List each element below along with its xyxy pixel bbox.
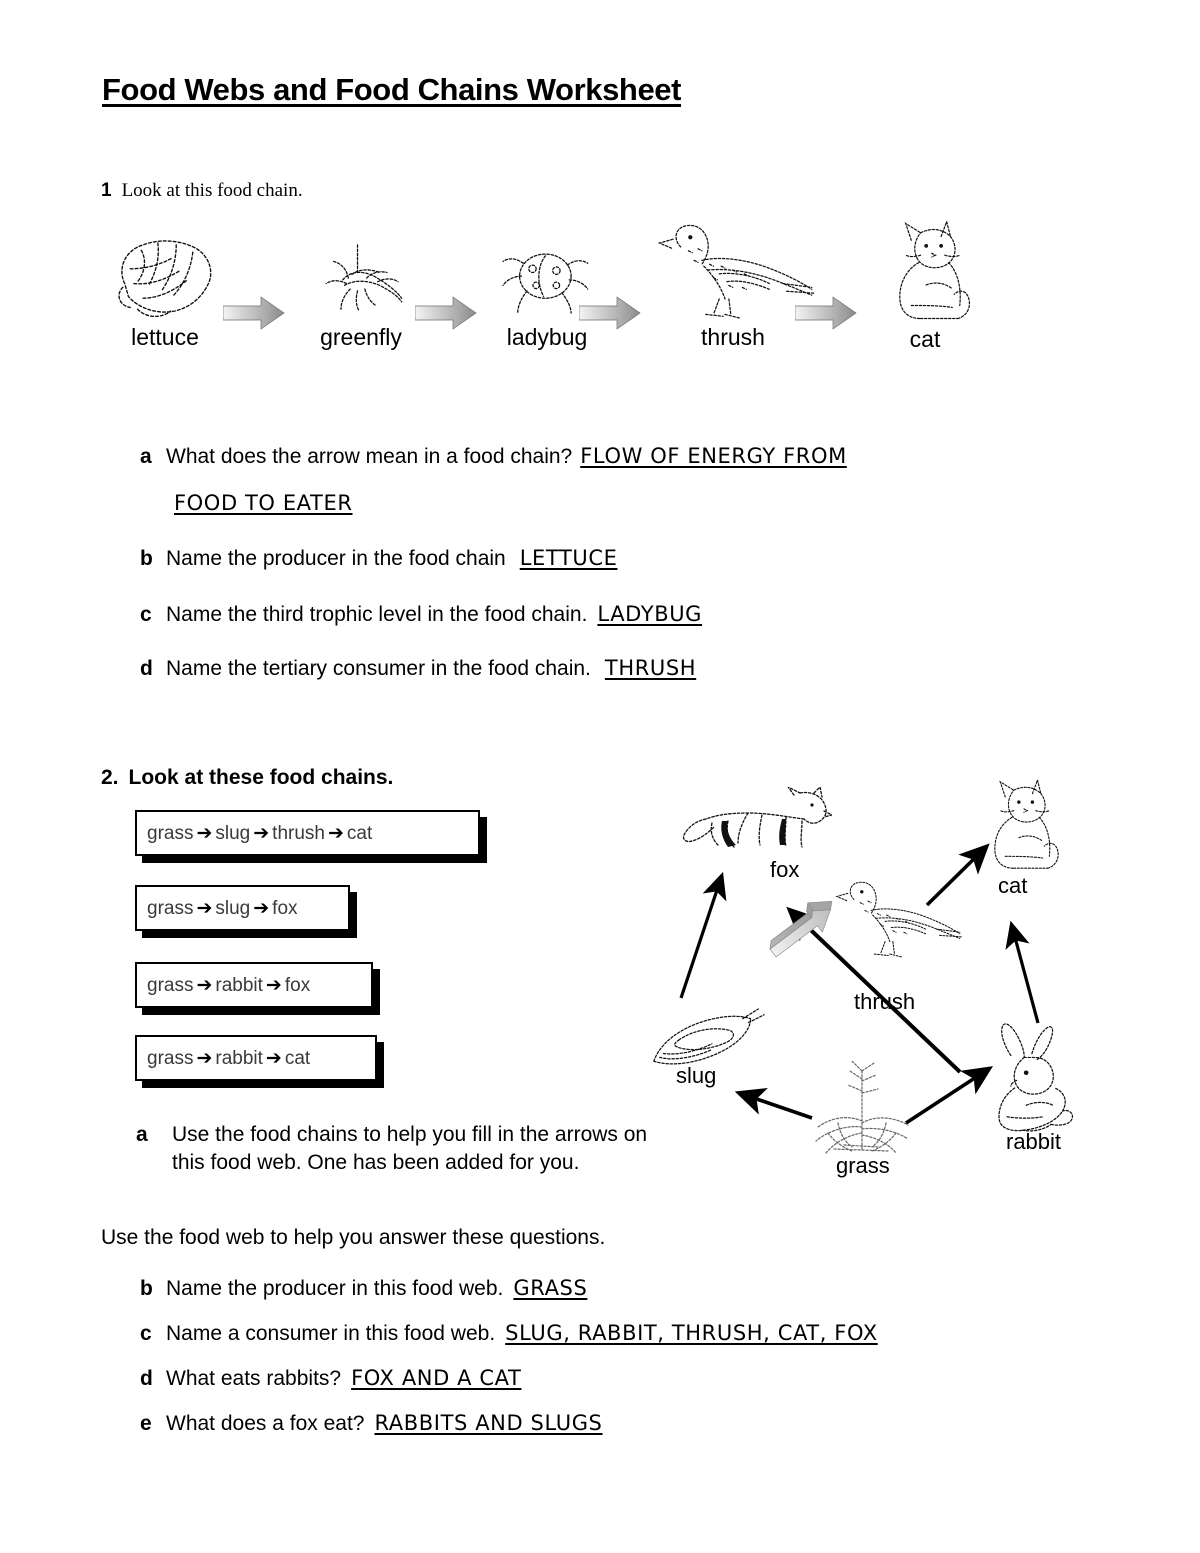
question-1a-answer-line2[interactable]: FOOD TO EATER [174, 491, 353, 515]
chain-box-4-org-0: grass [147, 1047, 194, 1069]
web-label-rabbit: rabbit [1006, 1129, 1062, 1154]
question-1b-text: Name the producer in the food chain [166, 547, 506, 570]
question-2-number: 2. [101, 766, 119, 789]
chain-node-lettuce [95, 232, 235, 351]
question-1a [140, 444, 847, 469]
question-2c-letter: c [140, 1322, 152, 1345]
chain-box-3-org-2: fox [284, 974, 311, 996]
gradient-arrow-icon [223, 296, 285, 330]
question-2b-answer[interactable]: GRASS [513, 1276, 588, 1300]
chain-box-2-org-2: fox [272, 897, 298, 919]
food-web-instruction: Use the food web to help you answer these questions. [101, 1226, 606, 1249]
gradient-arrow-icon [415, 296, 477, 330]
chain-box-3-text [147, 974, 310, 997]
chain-box-1-org-2: thrush [272, 822, 325, 844]
arrow-glyph: ➔ [253, 896, 270, 919]
chain-box-1-org-3: cat [346, 822, 373, 844]
chain-box-2-org-0: grass [147, 897, 194, 919]
web-arrow-rabbit-to-cat [1013, 930, 1038, 1023]
web-arrow-slug-to-fox [681, 881, 720, 998]
web-label-grass: grass [836, 1153, 890, 1178]
chain-box-3-org-1: rabbit [215, 974, 263, 996]
question-2-header [101, 766, 393, 790]
chain-box-2 [135, 885, 350, 931]
chain-box-4 [135, 1035, 377, 1081]
gradient-arrow-icon [579, 296, 641, 330]
question-2c-text: Name a consumer in this food web. [166, 1322, 496, 1345]
question-1a-text: What does the arrow mean in a food chain? [166, 445, 573, 468]
chain-box-4-text [147, 1047, 310, 1070]
question-1-prompt: Look at this food chain. [121, 180, 303, 201]
web-node-thrush [826, 873, 966, 1014]
web-label-thrush: thrush [854, 989, 916, 1014]
page-title: Food Webs and Food Chains Worksheet [102, 72, 682, 107]
food-chain-strip [95, 232, 995, 402]
web-node-cat [970, 775, 1066, 898]
question-1d [140, 656, 696, 681]
question-1a-letter: a [140, 445, 152, 468]
question-1a-answer[interactable]: FLOW OF ENERGY FROM [580, 444, 847, 468]
chain-label-thrush: thrush [701, 324, 765, 350]
question-1d-text: Name the tertiary consumer in the food chain. [166, 657, 591, 680]
cat-icon [970, 775, 1066, 875]
slug-icon [650, 1007, 766, 1069]
chain-box-2-org-1: slug [215, 897, 251, 919]
question-2e-answer[interactable]: RABBITS AND SLUGS [374, 1411, 603, 1435]
question-2d-text: What eats rabbits? [166, 1367, 342, 1390]
chain-node-ladybug [477, 232, 617, 351]
chain-box-4-org-1: rabbit [215, 1047, 263, 1069]
chain-box-1 [135, 810, 480, 856]
question-2b-text: Name the producer in this food web. [166, 1277, 504, 1300]
question-1c-answer[interactable]: LADYBUG [597, 602, 703, 626]
question-2d-letter: d [140, 1367, 153, 1390]
question-2e-letter: e [140, 1412, 152, 1435]
arrow-glyph: ➔ [196, 821, 213, 844]
question-2a [136, 1121, 666, 1177]
lettuce-icon [110, 232, 220, 324]
thrush-icon [646, 218, 819, 324]
chain-node-greenfly [291, 232, 431, 351]
question-2-prompt: Look at these food chains. [128, 766, 394, 789]
question-2a-letter: a [136, 1123, 148, 1146]
web-label-slug: slug [676, 1063, 717, 1088]
web-node-fox [682, 787, 832, 882]
gradient-arrow-icon [795, 296, 857, 330]
question-2e-text: What does a fox eat? [166, 1412, 365, 1435]
question-1-header [101, 180, 303, 202]
arrow-glyph: ➔ [196, 1046, 213, 1069]
web-label-cat: cat [998, 873, 1028, 898]
arrow-glyph: ➔ [196, 896, 213, 919]
thrush-icon [826, 873, 966, 965]
question-1d-letter: d [140, 657, 153, 680]
arrow-glyph: ➔ [265, 1046, 282, 1069]
question-1c-text: Name the third trophic level in the food chain. [166, 603, 588, 626]
question-2d [140, 1366, 521, 1391]
food-web-diagram [640, 775, 1110, 1245]
question-1d-answer[interactable]: THRUSH [604, 656, 697, 680]
question-1b [140, 546, 617, 571]
question-2a-text: Use the food chains to help you fill in the arrows on this food web. One has been added for you. [172, 1123, 648, 1174]
chain-node-thrush [643, 218, 823, 351]
arrow-glyph: ➔ [327, 821, 344, 844]
question-2c-answer[interactable]: SLUG, RABBIT, THRUSH, CAT, FOX [505, 1321, 878, 1345]
web-node-rabbit [982, 1023, 1078, 1154]
web-label-fox: fox [770, 857, 800, 882]
grass-icon [808, 1061, 918, 1159]
web-node-grass [808, 1061, 918, 1178]
web-arrow-grass-to-slug [745, 1095, 812, 1118]
question-1c-letter: c [140, 603, 152, 626]
chain-label-ladybug: ladybug [506, 324, 588, 350]
greenfly-icon [306, 232, 416, 324]
chain-box-4-org-2: cat [284, 1047, 311, 1069]
question-1b-answer[interactable]: LETTUCE [519, 546, 618, 570]
chain-box-1-org-0: grass [147, 822, 194, 844]
question-2d-answer[interactable]: FOX AND A CAT [351, 1366, 522, 1390]
question-1-number: 1 [101, 180, 112, 201]
question-2b [140, 1276, 587, 1301]
arrow-glyph: ➔ [253, 821, 270, 844]
question-1b-letter: b [140, 547, 153, 570]
web-node-slug [650, 1007, 766, 1088]
arrow-glyph: ➔ [196, 973, 213, 996]
question-2c [140, 1321, 878, 1346]
question-1c [140, 602, 702, 627]
rabbit-icon [982, 1023, 1078, 1133]
cat-icon [874, 216, 977, 326]
chain-box-1-text [147, 822, 372, 845]
chain-box-3-org-0: grass [147, 974, 194, 996]
chain-node-cat [855, 216, 995, 353]
chain-label-cat: cat [909, 326, 941, 352]
chain-box-3 [135, 962, 373, 1008]
chain-box-1-org-1: slug [215, 822, 251, 844]
question-2b-letter: b [140, 1277, 153, 1300]
question-2e [140, 1411, 603, 1436]
chain-label-lettuce: lettuce [131, 324, 199, 350]
arrow-glyph: ➔ [265, 973, 282, 996]
chain-label-greenfly: greenfly [320, 324, 402, 350]
fox-icon [682, 787, 832, 859]
chain-box-2-text [147, 897, 298, 920]
